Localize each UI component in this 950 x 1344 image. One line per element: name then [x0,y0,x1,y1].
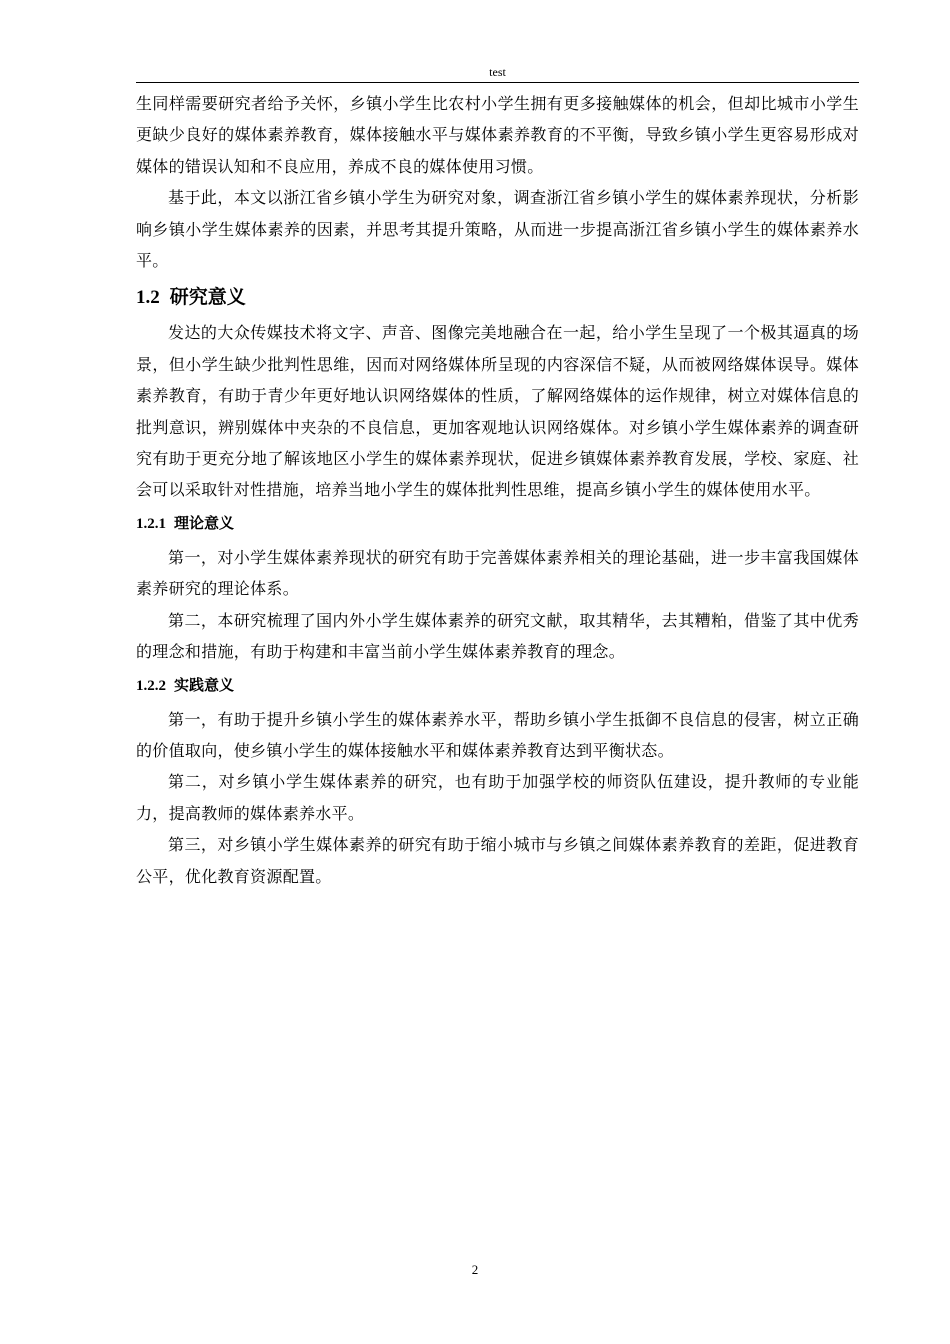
subsection-heading-1-2-1 [136,508,859,540]
paragraph-theory-1: 第一，对小学生媒体素养现状的研究有助于完善媒体素养相关的理论基础，进一步丰富我国媒体素养研究的理论体系。 [136,547,859,599]
subsection-number: 1.2.2 [136,677,166,694]
paragraph-theory-2: 第二，本研究梳理了国内外小学生媒体素养的研究文献，取其精华，去其糟粕，借鉴了其中优秀的理念和措施，有助于构建和丰富当前小学生媒体素养教育的理念。 [136,610,859,662]
page-header [136,64,859,83]
page-footer [0,1262,950,1278]
subsection-title: 实践意义 [174,675,235,694]
paragraph-practice-3: 第三，对乡镇小学生媒体素养的研究有助于缩小城市与乡镇之间媒体素养教育的差距，促进教育公平，优化教育资源配置。 [136,835,859,886]
paragraph-research-significance: 发达的大众传媒技术将文字、声音、图像完美地融合在一起，给小学生呈现了一个极其逼真的场景，但小学生缺少批判性思维，因而对网络媒体所呈现的内容深信不疑，从而被网络媒体误导。媒体素养教育，有助于青少年更好地认识网络媒体的性质，了解网络媒体的运作规律，树立对媒体信息的批判意识，辨别媒体中夹杂的不良信息，更加客观地认识网络媒体。对乡镇小学生媒体素养的调查研究有助于更充分地了解该地区小学生的媒体素养现状，促进乡镇媒体素养教育发展，学校、家庭、社会可以采取针对性措施，培养当地小学生的媒体批判性思维，提高乡镇小学生的媒体使用水平。 [136,323,859,500]
paragraph-practice-2: 第二，对乡镇小学生媒体素养的研究，也有助于加强学校的师资队伍建设，提升教师的专业能力，提高教师的媒体素养水平。 [136,772,859,823]
subsection-number: 1.2.1 [136,515,166,532]
subsection-heading-1-2-2 [136,670,859,702]
paragraph-basis: 基于此，本文以浙江省乡镇小学生为研究对象，调查浙江省乡镇小学生的媒体素养现状，分析影响乡镇小学生媒体素养的因素，并思考其提升策略，从而进一步提高浙江省乡镇小学生的媒体素养水平。 [136,188,859,271]
paragraph-continued: 生同样需要研究者给予关怀，乡镇小学生比农村小学生拥有更多接触媒体的机会，但却比城市小学生更缺少良好的媒体素养教育，媒体接触水平与媒体素养教育的不平衡，导致乡镇小学生更容易形成对媒体的错误认知和不良应用，养成不良的媒体使用习惯。 [136,94,859,176]
section-heading-1-2 [136,280,859,315]
section-title: 研究意义 [169,286,246,309]
section-number: 1.2 [136,287,160,309]
paragraph-practice-1: 第一，有助于提升乡镇小学生的媒体素养水平，帮助乡镇小学生抵御不良信息的侵害，树立正确的价值取向，使乡镇小学生的媒体接触水平和媒体素养教育达到平衡状态。 [136,709,859,760]
subsection-title: 理论意义 [174,513,235,532]
header-title: test [489,65,506,79]
document-body [136,88,859,892]
page-number: 2 [471,1262,479,1277]
